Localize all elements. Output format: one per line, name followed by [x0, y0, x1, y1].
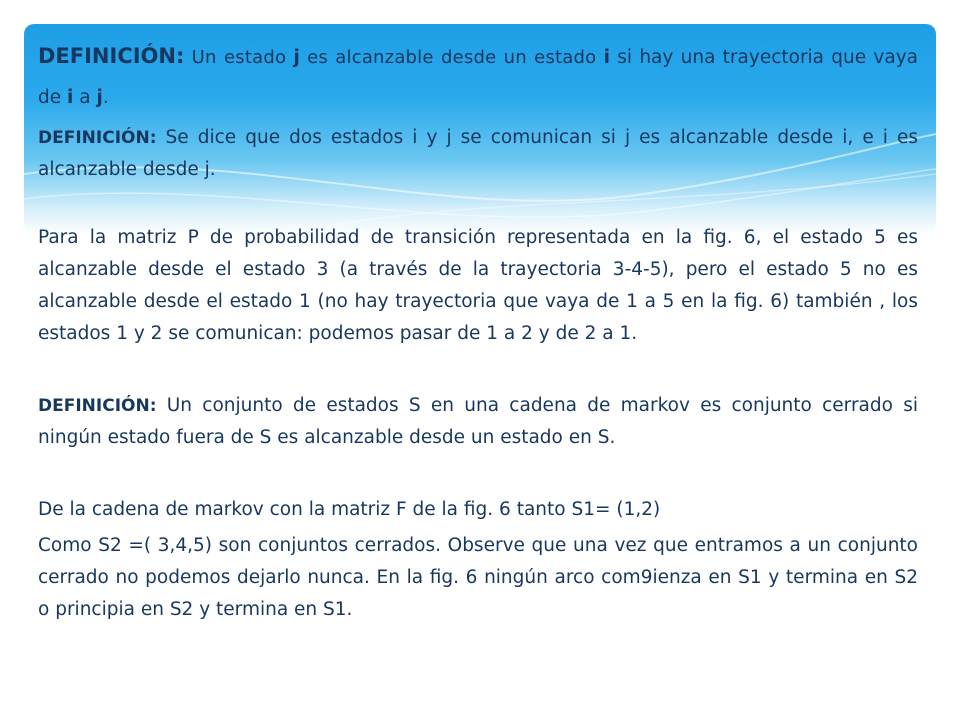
variable-i: i — [603, 47, 611, 68]
definition-text: Se dice que dos estados i y j se comunican si j es alcanzable desde i, e i es alcanzable desde j. — [38, 127, 918, 180]
definition-text: a — [73, 87, 97, 108]
definition-label: DEFINICIÓN: — [38, 396, 157, 416]
variable-i: i — [67, 87, 74, 108]
s1-paragraph: De la cadena de markov con la matriz F de la fig. 6 tanto S1= (1,2) — [38, 499, 661, 520]
example-paragraph: Para la matriz P de probabilidad de transición representada en la fig. 6, el estado 5 es alcanzable desde el estado 3 (a través de la trayectoria 3-4-5), pero el estado 5 no es alcanzable desde el estado 1 (no hay trayectoria que vaya de 1 a 5 en la fig. 6) también , los estados 1 y 2 se comunican: podemos pasar de 1 a 2 y de 2 a 1. — [38, 227, 918, 344]
definition-label: DEFINICIÓN: — [38, 128, 157, 148]
slide-body — [38, 36, 918, 626]
definition-reachable — [38, 36, 918, 118]
definition-text: Un estado — [184, 47, 294, 68]
variable-j: j — [293, 47, 300, 68]
definition-text: es alcanzable desde un estado — [299, 47, 604, 68]
definition-label: DEFINICIÓN: — [38, 44, 185, 68]
variable-j: j — [96, 87, 103, 108]
definition-closed-set — [38, 390, 918, 454]
s2-paragraph: Como S2 =( 3,4,5) son conjuntos cerrados. Observe que una vez que entramos a un conjunto cerrado no podemos dejarlo nunca. En la fig. 6 ningún arco com9ienza en S1 y termina en S2 o principia en S2 y termina en S1. — [38, 535, 918, 620]
definition-text: si hay una trayectoria que vaya de — [38, 47, 918, 108]
definition-text: Un conjunto de estados S en una cadena de markov es conjunto cerrado si ningún estado fuera de S es alcanzable desde un estado en S. — [38, 395, 918, 448]
definition-text: . — [102, 87, 109, 108]
definition-communicate — [38, 122, 918, 186]
